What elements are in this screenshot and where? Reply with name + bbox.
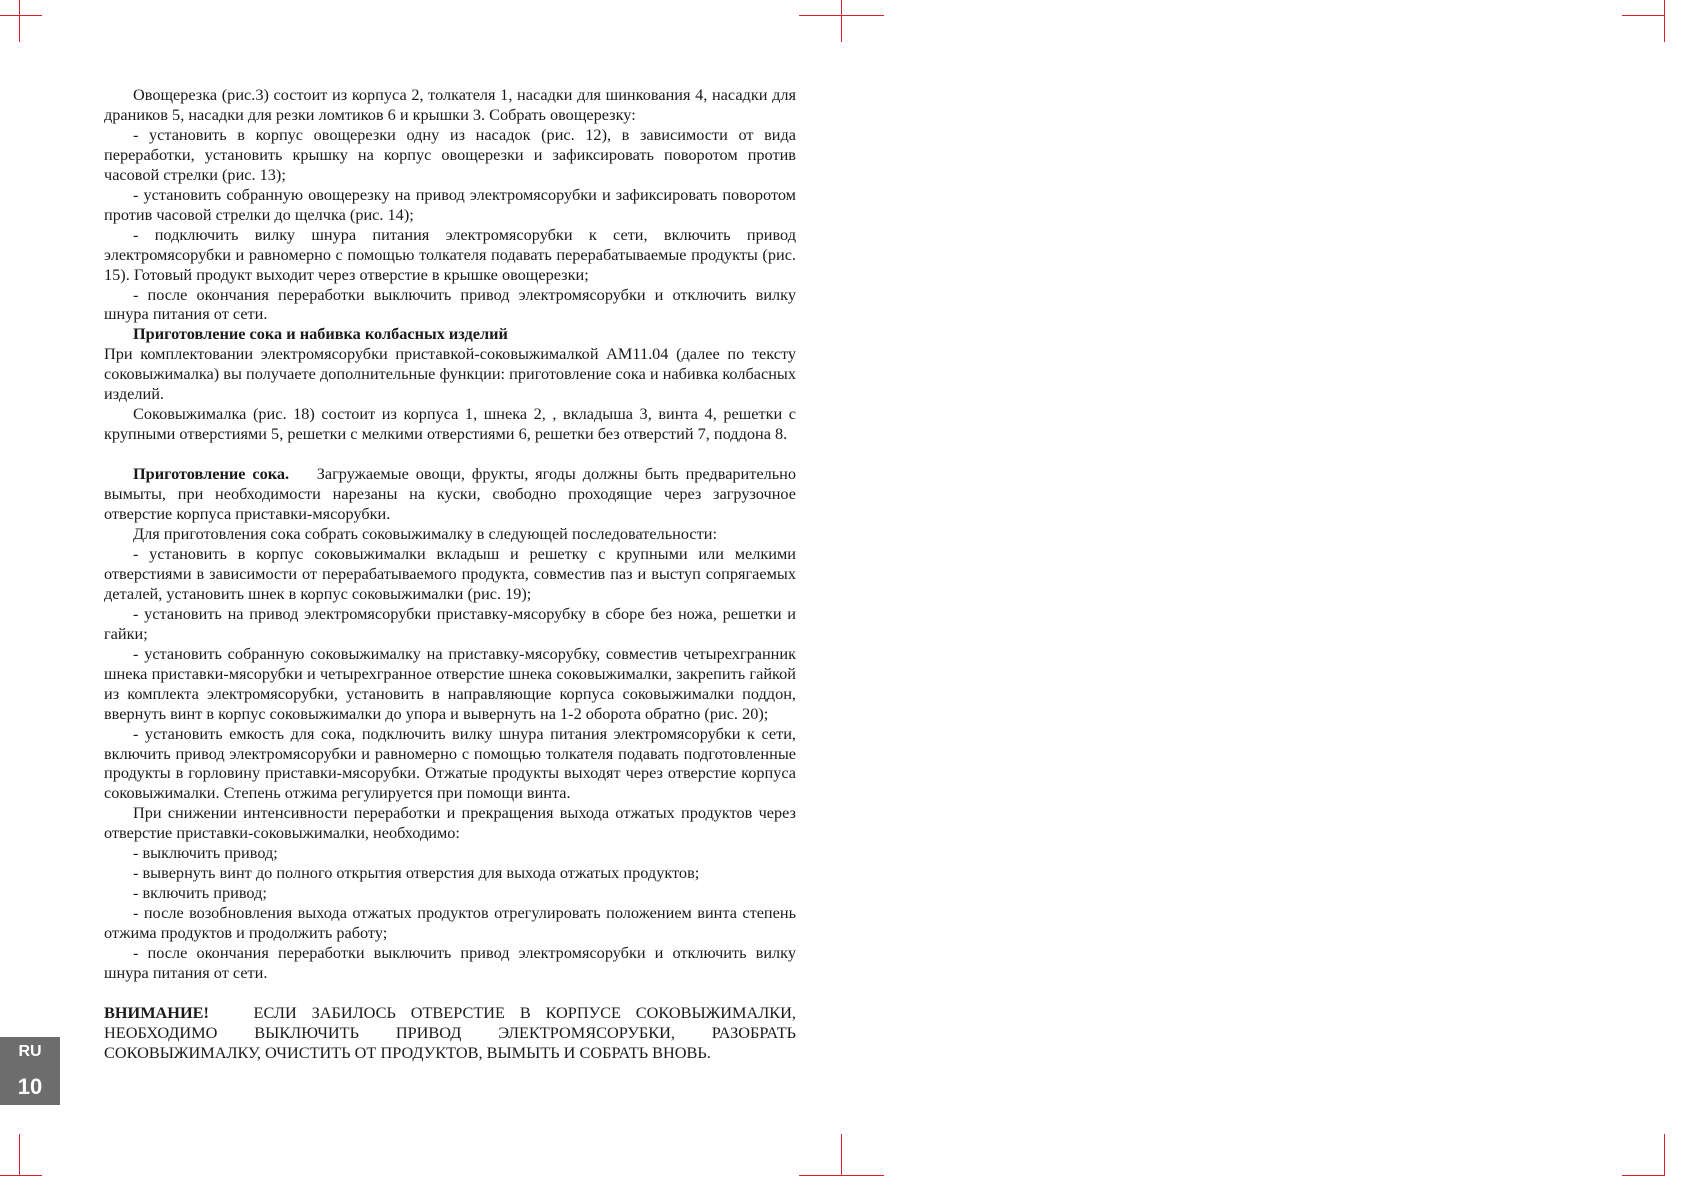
page-number: 10 (17, 1074, 43, 1099)
crop-mark (841, 1134, 842, 1176)
juice-step: - после окончания переработки выключить привод электромясорубки и отключить вилку шнура питания от сети. (104, 943, 796, 982)
juice-paragraph (104, 464, 796, 524)
warning-paragraph (104, 1003, 796, 1063)
juice-step: - установить собранную соковыжималку на приставку-мясорубку, совместив четырехгранник шнека приставки-мясорубки и четырехгранное отверстие шнека соковыжималки, закрепить гайкой из комплекта электромясорубки, установить в направляющие корпуса соковыжималки поддон, ввернуть винт в корпус соковыжималки до упора и вывернуть на 1-2 оборота обратно (рис. 20); (104, 643, 796, 723)
crop-mark (799, 15, 841, 16)
juice-step: - установить в корпус соковыжималки вкладыш и решетку с крупными или мелкими отверстиями в зависимости от перерабатываемого продукта, совместив паз и выступ сопрягаемых деталей, установить шнек в корпус соковыжималки (рис. 19); (104, 543, 796, 603)
crop-mark (1622, 15, 1664, 16)
paragraph: - установить в корпус овощерезки одну из насадок (рис. 12), в зависимости от вида переработки, установить крышку на корпус овощерезки и зафиксировать поворотом против часовой стрелки (рис. 13); (104, 124, 796, 184)
intro-paragraph: При комплектовании электромясорубки приставкой-соковыжималкой АМ11.04 (далее по тексту соковыжималка) вы получаете дополнительные функции: приготовление сока и набивка колбасных изделий. (104, 344, 796, 404)
juice-step: - выключить привод; (133, 843, 278, 863)
language-label: RU (18, 1043, 42, 1060)
juice-step: При снижении интенсивности переработки и прекращения выхода отжатых продуктов через отверстие приставки-соковыжималки, необходимо: (104, 803, 796, 843)
juice-step: - установить емкость для сока, подключить вилку шнура питания электромясорубки к сети, включить привод электромясорубки и равномерно с помощью толкателя подавать подготовленные продукты в горловину приставки-мясорубки. Отжатые продукты выходят через отверстие корпуса соковыжималки. Степень отжима регулируется при помощи винта. (104, 723, 796, 803)
page-tab (0, 1037, 60, 1105)
juice-heading: Приготовление сока. (133, 464, 290, 484)
crop-mark (1664, 0, 1665, 42)
crop-mark (19, 0, 20, 42)
crop-mark (0, 1175, 42, 1176)
crop-mark (842, 1175, 884, 1176)
warning-label: ВНИМАНИЕ! (104, 1002, 209, 1022)
juice-step: - после возобновления выхода отжатых продуктов отрегулировать положением винта степень отжима продуктов и продолжить работу; (104, 903, 796, 943)
crop-mark (799, 1175, 841, 1176)
paragraph: - установить собранную овощерезку на привод электромясорубки и зафиксировать поворотом против часовой стрелки до щелчка (рис. 14); (104, 184, 796, 224)
warning-text: ЕСЛИ ЗАБИЛОСЬ ОТВЕРСТИЕ В КОРПУСЕ СОКОВЫЖИМАЛКИ, НЕОБХОДИМО ВЫКЛЮЧИТЬ ПРИВОД ЭЛЕКТРОМЯСОРУБКИ, РАЗОБРАТЬ СОКОВЫЖИМАЛКУ, ОЧИСТИТЬ ОТ ПРОДУКТОВ, ВЫМЫТЬ И СОБРАТЬ ВНОВЬ. (104, 1002, 796, 1062)
juice-step: - установить на привод электромясорубки приставку-мясорубку в сборе без ножа, решетки и гайки; (104, 603, 796, 643)
crop-mark (842, 15, 884, 16)
page-content (104, 85, 796, 1063)
paragraph: Овощерезка (рис.3) состоит из корпуса 2, толкателя 1, насадки для шинкования 4, насадки для драников 5, насадки для резки ломтиков 6 и крышки 3. Собрать овощерезку: (104, 85, 796, 124)
juicer-paragraph: Соковыжималка (рис. 18) состоит из корпуса 1, шнека 2, , вкладыша 3, винта 4, решетки с крупными отверстиями 5, решетки с мелкими отверстиями 6, решетки без отверстий 7, поддона 8. (104, 404, 796, 444)
paragraph: - подключить вилку шнура питания электромясорубки к сети, включить привод электромясорубки и равномерно с помощью толкателя подавать перерабатываемые продукты (рис. 15). Готовый продукт выходит через отверстие в крышке овощерезки; (104, 224, 796, 284)
crop-mark (19, 1134, 20, 1176)
section-heading-text: Приготовление сока и набивка колбасных изделий (133, 324, 508, 344)
crop-mark (1664, 1134, 1665, 1176)
crop-mark (0, 15, 42, 16)
juice-text: Загружаемые овощи, фрукты, ягоды должны быть предварительно вымыты, при необходимости нарезаны на куски, свободно проходящие через загрузочное отверстие корпуса приставки-мясорубки. (104, 464, 797, 524)
juice-step: - вывернуть винт до полного открытия отверстия для выхода отжатых продуктов; (133, 863, 700, 883)
crop-mark (1622, 1175, 1664, 1176)
crop-mark (841, 0, 842, 42)
juice-step: Для приготовления сока собрать соковыжималку в следующей последовательности: (133, 524, 718, 544)
section-heading (104, 324, 796, 344)
juice-step: - включить привод; (133, 883, 267, 903)
paragraph: - после окончания переработки выключить привод электромясорубки и отключить вилку шнура питания от сети. (104, 284, 796, 324)
